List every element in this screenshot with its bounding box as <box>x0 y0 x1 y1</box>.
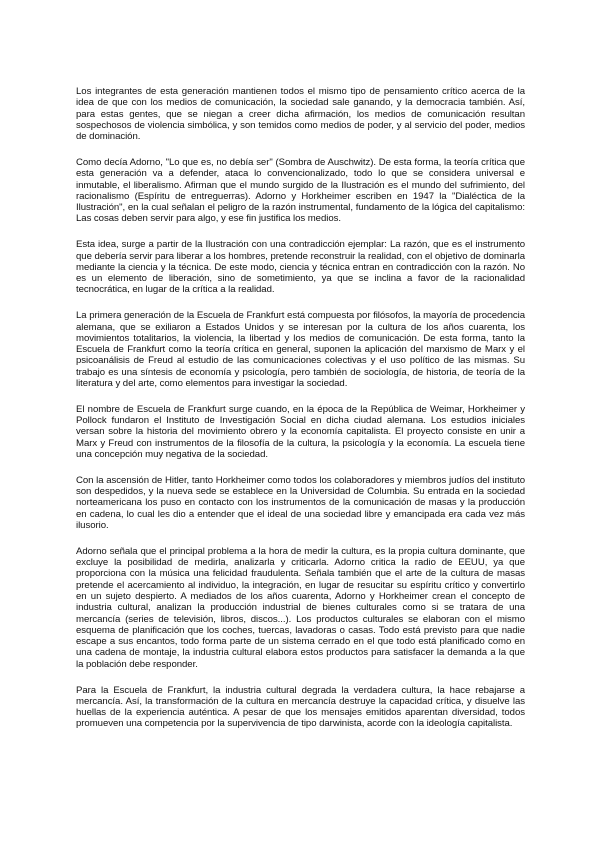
paragraph-2: Como decía Adorno, "Lo que es, no debía ser" (Sombra de Auschwitz). De esta forma, la teoría crítica que esta generación va a defender, ataca lo convencionalizado, todo lo que se considera universal e inmutable, el liberalismo. Afirman que el mundo surgido de la Ilustración es el mundo del sufrimiento, del racionalismo (Espíritu de entreguerras). Adorno y Horkheimer escriben en 1947 la "Dialéctica de la Ilustración", en la cual señalan el peligro de la razón instrumental, fundamento de la lógica del capitalismo: Las cosas deben servir para algo, y ese fin justifica los medios. <box>76 156 525 225</box>
paragraph-4: La primera generación de la Escuela de Frankfurt está compuesta por filósofos, la mayoría de procedencia alemana, que se exiliaron a Estados Unidos y se interesan por la cultura de los años cuarenta, los movimientos totalitarios, la violencia, la libertad y los medios de comunicación. De esta forma, tanto la Escuela de Frankfurt como la teoría crítica en general, suponen la aplicación del marxismo de Marx y el psicoanálisis de Freud al estudio de las comunicaciones colectivas y el uso político de las mismas. Su trabajo es una síntesis de economía y psicología, pero también de sociología, de historia, de teoría de la literatura y del arte, como elementos para investigar la sociedad. <box>76 310 525 390</box>
document-body <box>76 86 525 744</box>
paragraph-5: El nombre de Escuela de Frankfurt surge cuando, en la época de la República de Weimar, Horkheimer y Pollock fundaron el Instituto de Investigación Social en dicha ciudad alemana. Los estudios iniciales versan sobre la historia del movimiento obrero y la economía capitalista. El proyecto consiste en unir a Marx y Freud con instrumentos de la filosofía de la cultura, la psicología y la economía. La escuela tiene una concepción muy negativa de la sociedad. <box>76 403 525 461</box>
paragraph-8: Para la Escuela de Frankfurt, la industria cultural degrada la verdadera cultura, la hace rebajarse a mercancía. Así, la transformación de la cultura en mercancía destruye la capacidad crítica, y disuelve las huellas de la experiencia auténtica. A pesar de que los mensajes emitidos aparentan diversidad, todos promueven una competencia por la supervivencia de tipo darwinista, acorde con la ideología capitalista. <box>76 684 525 730</box>
paragraph-1: Los integrantes de esta generación mantienen todos el mismo tipo de pensamiento crítico acerca de la idea de que con los medios de comunicación, la sociedad sale ganando, y la democracia también. Así, para estas gentes, que se niegan a creer dicha afirmación, los medios de comunicación resultan sospechosos de violencia simbólica, y son temidos como medios de poder, y al servicio del poder, medios de dominación. <box>76 86 525 143</box>
paragraph-6: Con la ascensión de Hitler, tanto Horkheimer como todos los colaboradores y miembros judíos del instituto son despedidos, y la nueva sede se establece en la Universidad de Columbia. Su entrada en la sociedad norteamericana los puso en contacto con los instrumentos de la comunicación de masas y la producción en cadena, lo cual les dio a entender que el ideal de una sociedad libre y emancipada era cada vez más ilusorio. <box>76 474 525 531</box>
paragraph-7: Adorno señala que el principal problema a la hora de medir la cultura, es la propia cultura dominante, que excluye la posibilidad de medirla, analizarla y criticarla. Adorno critica la radio de EEUU, ya que proporciona con la música una felicidad fraudulenta. Señala también que el arte de la cultura de masas pretende el acercamiento al individuo, la integración, en lugar de resucitar su espíritu crítico y convertirlo en un sujeto despierto. A mediados de los años cuarenta, Adorno y Horkheimer crean el concepto de industria cultural, analizan la producción industrial de bienes culturales como si se tratara de una mercancía (series de televisión, libros, discos...). Los productos culturales se elaboran con el mismo esquema de planificación que los coches, tuercas, lavadoras o casas. Todo está previsto para que nadie escape a sus encantos, todo forma parte de un sistema cerrado en el que todo está planificado como en una cadena de montaje, la industria cultural elabora estos productos para satisfacer la demanda a la que la población debe responder. <box>76 545 525 670</box>
paragraph-3: Esta idea, surge a partir de la Ilustración con una contradicción ejemplar: La razón, que es el instrumento que debería servir para liberar a los hombres, pretende reconstruir la realidad, con el objetivo de dominarla mediante la ciencia y la técnica. De este modo, ciencia y técnica entran en contradicción con la razón. No es un elemento de liberación, sino de sometimiento, ya que se inclina a favor de la racionalidad tecnocrática, en lugar de la crítica a la realidad. <box>76 239 525 296</box>
